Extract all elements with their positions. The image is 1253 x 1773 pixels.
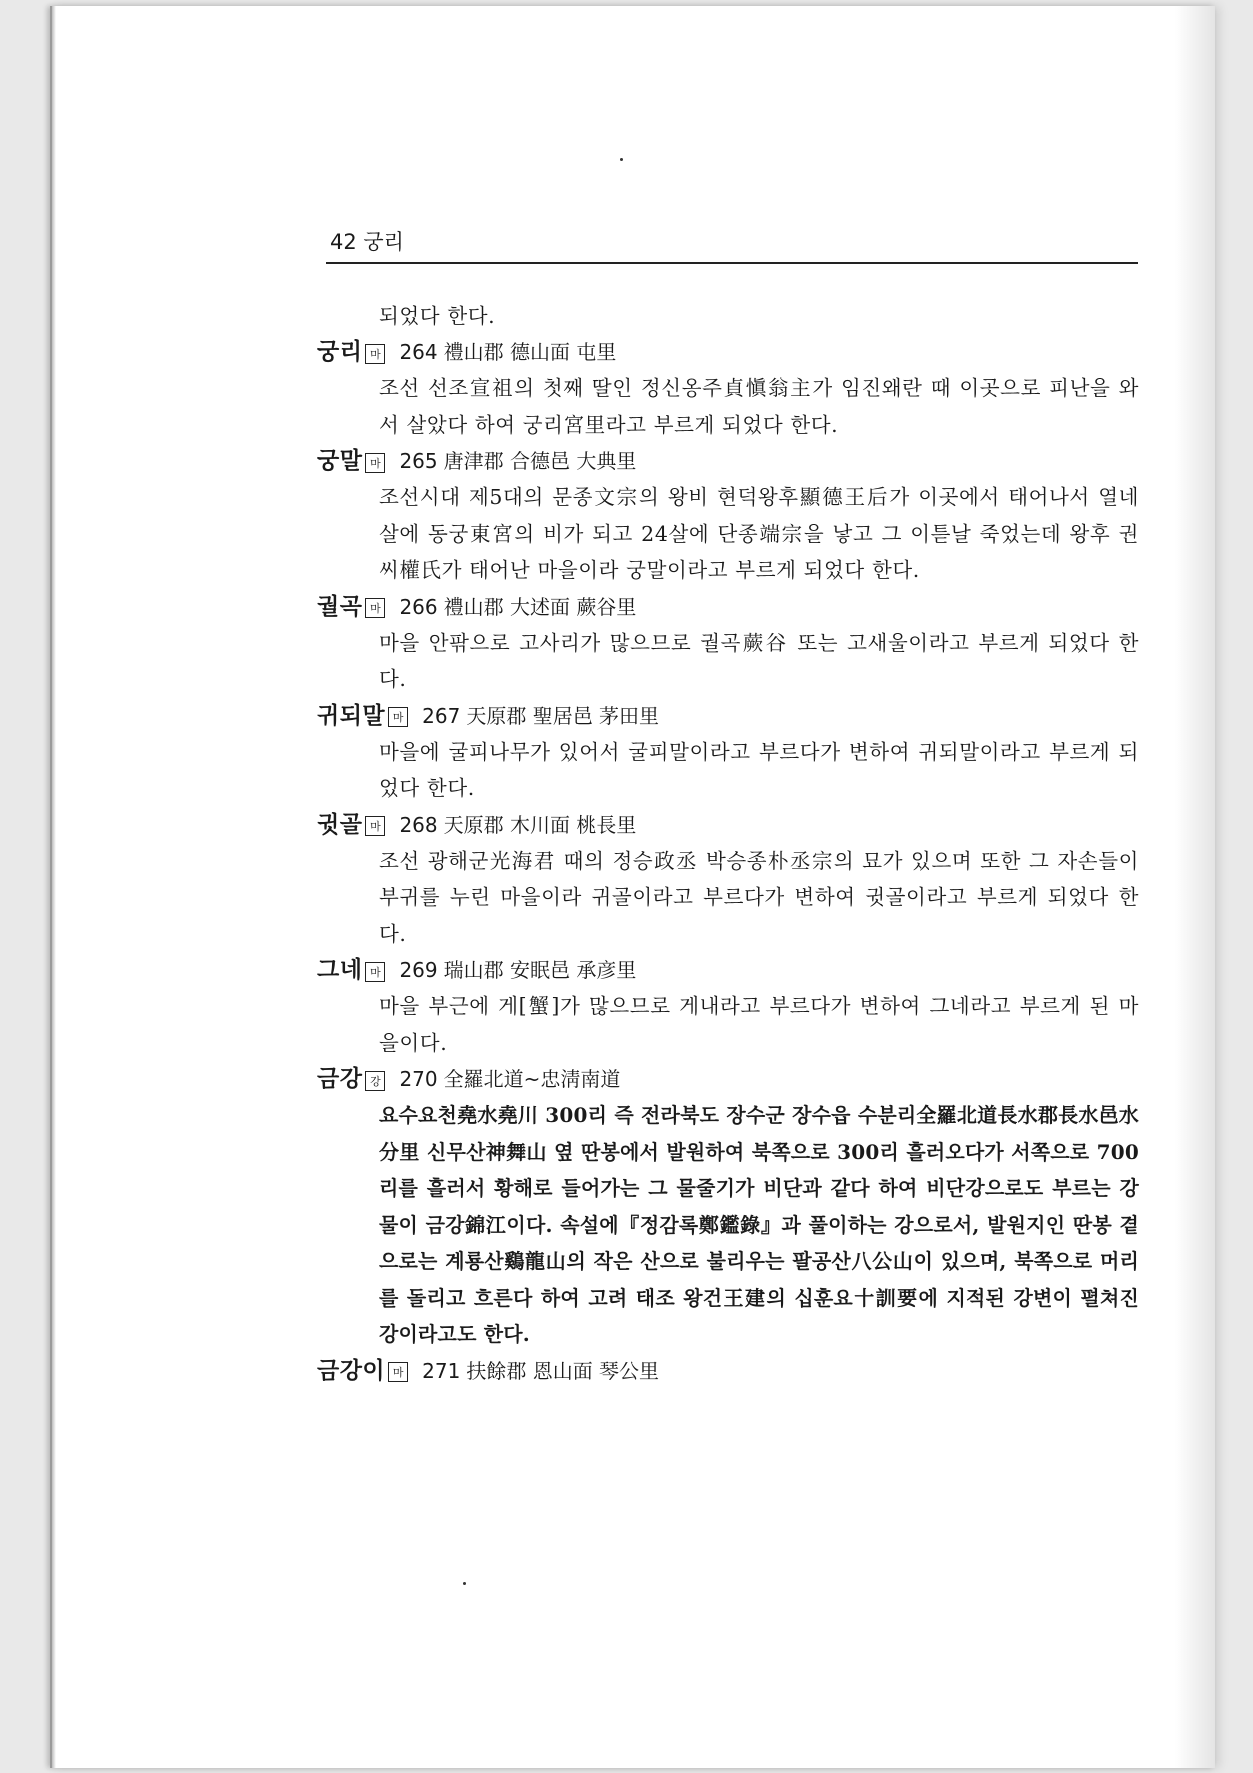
entry-271 xyxy=(317,1353,1139,1389)
entry-number: 268 xyxy=(399,812,438,837)
entry-location: 禮山郡 德山面 屯里 xyxy=(443,340,617,364)
page-right-shadow xyxy=(1175,6,1215,1768)
entry-body: 요수요천堯水堯川 300리 즉 전라북도 장수군 장수읍 수분리全羅北道長水郡長水邑水分里 신무산神舞山 옆 딴봉에서 발원하여 북쪽으로 300리 흘러오다가 서쪽으로 700리를 흘러서 황해로 들어가는 그 물줄기가 비단과 같다 하여 비단강으로도 부르는 강물이 금강錦江이다. 속설에『정감록鄭鑑錄』과 풀이하는 강으로서, 발원지인 딴봉 곁으로는 계룡산鷄龍山의 작은 산으로 불리우는 팔공산八公山이 있으며, 북쪽으로 머리를 돌리고 흐른다 하여 고려 태조 왕건王建의 십훈요十訓要에 지적된 강변이 펼쳐진 강이라고도 한다. xyxy=(379,1103,1139,1346)
category-box: 마 xyxy=(365,598,385,618)
entry-264 xyxy=(317,334,1139,443)
entry-body: 마을 안팎으로 고사리가 많으므로 궐곡蕨谷 또는 고새울이라고 부르게 되었다 한다. xyxy=(379,630,1139,691)
entry-location: 扶餘郡 恩山面 琴公里 xyxy=(466,1358,660,1383)
category-box: 마 xyxy=(365,344,385,364)
continuation-text: 되었다 한다. xyxy=(379,304,496,328)
category-box: 마 xyxy=(388,707,408,727)
entry-head xyxy=(317,698,1139,734)
entry-268 xyxy=(317,807,1139,953)
page-spine-edge xyxy=(52,6,56,1768)
speck xyxy=(620,158,623,161)
entry-number: 265 xyxy=(399,449,438,473)
entry-term: 금강 xyxy=(317,1066,363,1092)
entry-location: 天原郡 木川面 桃長里 xyxy=(443,812,637,837)
entry-269 xyxy=(317,952,1139,1061)
entry-term: 궁말 xyxy=(317,448,363,474)
entry-term: 귓골 xyxy=(317,811,363,838)
entry-term: 그네 xyxy=(317,957,363,983)
entry-number: 267 xyxy=(422,703,461,728)
page-title: 42 궁리 xyxy=(330,230,404,254)
entry-body: 마을에 굴피나무가 있어서 굴피말이라고 부르다가 변하여 귀되말이라고 부르게 되었다 한다. xyxy=(379,739,1139,800)
entry-body: 마을 부근에 게[蟹]가 많으므로 게내라고 부르다가 변하여 그네라고 부르게 된 마을이다. xyxy=(379,994,1139,1055)
category-box: 마 xyxy=(365,453,385,473)
entry-term: 궐곡 xyxy=(317,593,363,620)
entry-term: 궁리 xyxy=(317,339,363,365)
entry-location: 禮山郡 大述面 蕨谷里 xyxy=(443,594,637,619)
category-box: 강 xyxy=(365,1071,385,1091)
entry-term: 귀되말 xyxy=(317,702,386,729)
entry-number: 270 xyxy=(399,1067,438,1091)
entry-location: 瑞山郡 安眠邑 承彦里 xyxy=(443,958,637,982)
entry-265 xyxy=(317,443,1139,589)
entry-head xyxy=(317,1061,1139,1097)
entry-number: 264 xyxy=(399,340,438,364)
book-page xyxy=(50,6,1215,1768)
category-box: 마 xyxy=(365,962,385,982)
entry-number: 269 xyxy=(399,958,438,982)
entry-head xyxy=(317,807,1139,843)
entry-location: 全羅北道~忠淸南道 xyxy=(443,1067,621,1091)
entry-location: 唐津郡 合德邑 大典里 xyxy=(443,449,637,473)
running-header xyxy=(326,224,1138,264)
entry-head xyxy=(317,589,1139,625)
entry-266 xyxy=(317,589,1139,698)
speck xyxy=(463,1582,466,1585)
entry-body: 조선 광해군光海君 때의 정승政丞 박승종朴丞宗의 묘가 있으며 또한 그 자손들이 부귀를 누린 마을이라 귀골이라고 부르다가 변하여 귓골이라고 부르게 되었다 한다. xyxy=(379,848,1139,946)
entry-270 xyxy=(317,1061,1139,1353)
entry-267 xyxy=(317,698,1139,807)
category-box: 마 xyxy=(365,816,385,836)
entry-head xyxy=(317,952,1139,988)
entry-head xyxy=(317,334,1139,370)
category-box: 마 xyxy=(388,1362,408,1382)
entry-head xyxy=(317,443,1139,479)
entry-term: 금강이 xyxy=(317,1357,386,1384)
entry-location: 天原郡 聖居邑 茅田里 xyxy=(466,703,660,728)
entry-head xyxy=(317,1353,1139,1389)
entry-number: 271 xyxy=(422,1358,461,1383)
entry-body: 조선시대 제5대의 문종文宗의 왕비 현덕왕후顯德王后가 이곳에서 태어나서 열네살에 동궁東宮의 비가 되고 24살에 단종端宗을 낳고 그 이튿날 죽었는데 왕후 권씨權氏가 태어난 마을이라 궁말이라고 부르게 되었다 한다. xyxy=(379,485,1139,582)
entry-number: 266 xyxy=(399,594,438,619)
dictionary-content xyxy=(317,298,1139,1389)
entry-body: 조선 선조宣祖의 첫째 딸인 정신옹주貞愼翁主가 임진왜란 때 이곳으로 피난을 와서 살았다 하여 궁리宮里라고 부르게 되었다 한다. xyxy=(379,376,1139,437)
